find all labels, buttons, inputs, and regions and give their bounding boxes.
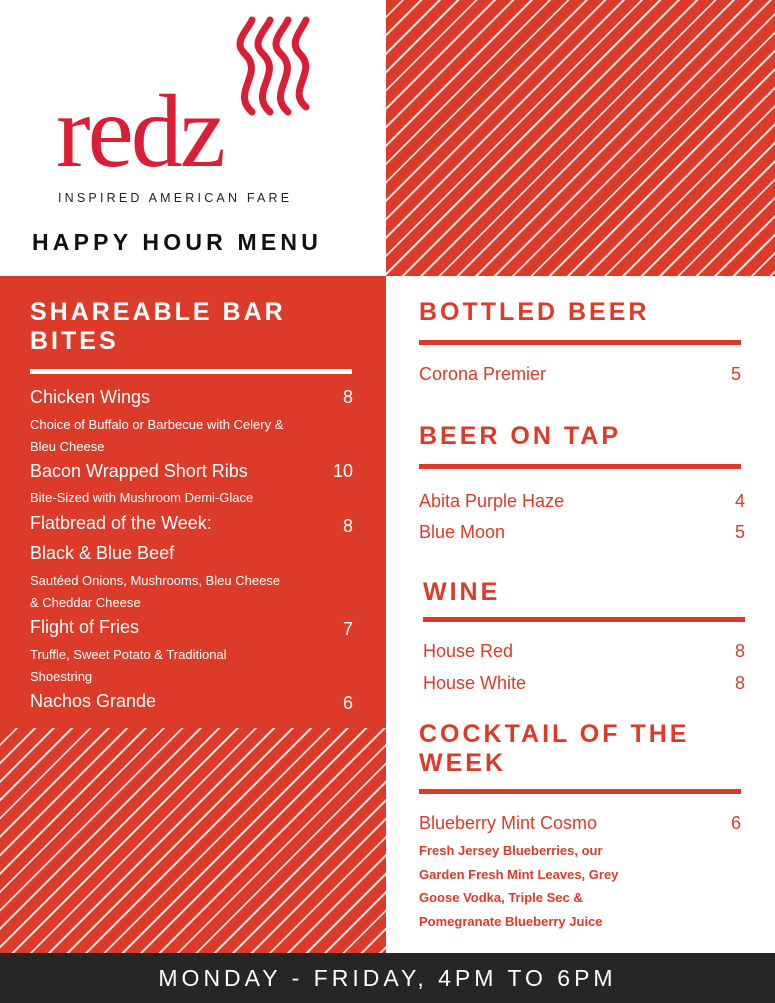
divider	[30, 369, 352, 374]
menu-item-desc: Sautéed Onions, Mushrooms, Bleu Cheese & Cheddar Cheese	[30, 573, 281, 610]
wine-title: WINE	[423, 578, 501, 606]
menu-item-price: 6	[342, 693, 353, 713]
menu-item-price: 8	[342, 516, 353, 536]
menu-item-name: Chicken Wings	[30, 387, 151, 407]
menu-item-price: 10	[332, 461, 353, 481]
divider	[419, 789, 741, 794]
menu-item-desc: Choice of Buffalo or Barbecue with Celery & Bleu Cheese	[30, 417, 284, 454]
menu-item-subname: Black & Blue Beef	[30, 543, 175, 563]
menu-item-desc: Fresh Jersey Blueberries, our Garden Fresh Mint Leaves, Grey Goose Vodka, Triple Sec & Pomegranate Blueberry Juice	[419, 843, 619, 929]
brand-logo: redz	[56, 74, 223, 189]
menu-item-name: Blue Moon	[419, 522, 506, 542]
menu-item-price: 8	[342, 387, 353, 407]
menu-item-name: Abita Purple Haze	[419, 491, 565, 511]
menu-item-name: Flight of Fries	[30, 617, 140, 637]
cocktail-title: COCKTAIL OF THE WEEK	[419, 720, 690, 777]
menu-item-price: 8	[734, 641, 745, 661]
tagline: INSPIRED AMERICAN FARE	[58, 191, 293, 205]
divider	[419, 464, 741, 469]
menu-item-name: Bacon Wrapped Short Ribs	[30, 461, 248, 481]
menu-item-price: 5	[734, 522, 745, 542]
menu-item-name: House White	[423, 673, 527, 693]
menu-item-price: 7	[342, 619, 353, 639]
logo-area	[0, 0, 386, 276]
beer-on-tap-title: BEER ON TAP	[419, 422, 621, 450]
menu-item-name: Blueberry Mint Cosmo	[419, 813, 598, 833]
menu-item-name: Corona Premier	[419, 364, 547, 384]
decorative-stripes-top	[386, 0, 775, 276]
bottled-beer-title: BOTTLED BEER	[419, 298, 650, 326]
decorative-stripes-bottom	[0, 728, 386, 953]
page-title: HAPPY HOUR MENU	[32, 229, 323, 255]
menu-item-name: Flatbread of the Week:	[30, 513, 212, 533]
menu-item-name: House Red	[423, 641, 514, 661]
menu-item-price: 4	[734, 491, 745, 511]
menu-item-name: Nachos Grande	[30, 691, 157, 711]
menu-item-desc: Truffle, Sweet Potato & Traditional Shoestring	[30, 647, 227, 684]
menu-item-price: 5	[730, 364, 741, 384]
menu-item-price: 8	[734, 673, 745, 693]
menu-item-price: 6	[730, 813, 741, 833]
menu-item-desc: Bite-Sized with Mushroom Demi-Glace	[30, 490, 254, 505]
divider	[419, 340, 741, 345]
footer-hours: MONDAY - FRIDAY, 4PM TO 6PM	[0, 953, 775, 1003]
divider	[423, 617, 745, 622]
bar-bites-title: SHAREABLE BAR BITES	[30, 298, 286, 355]
